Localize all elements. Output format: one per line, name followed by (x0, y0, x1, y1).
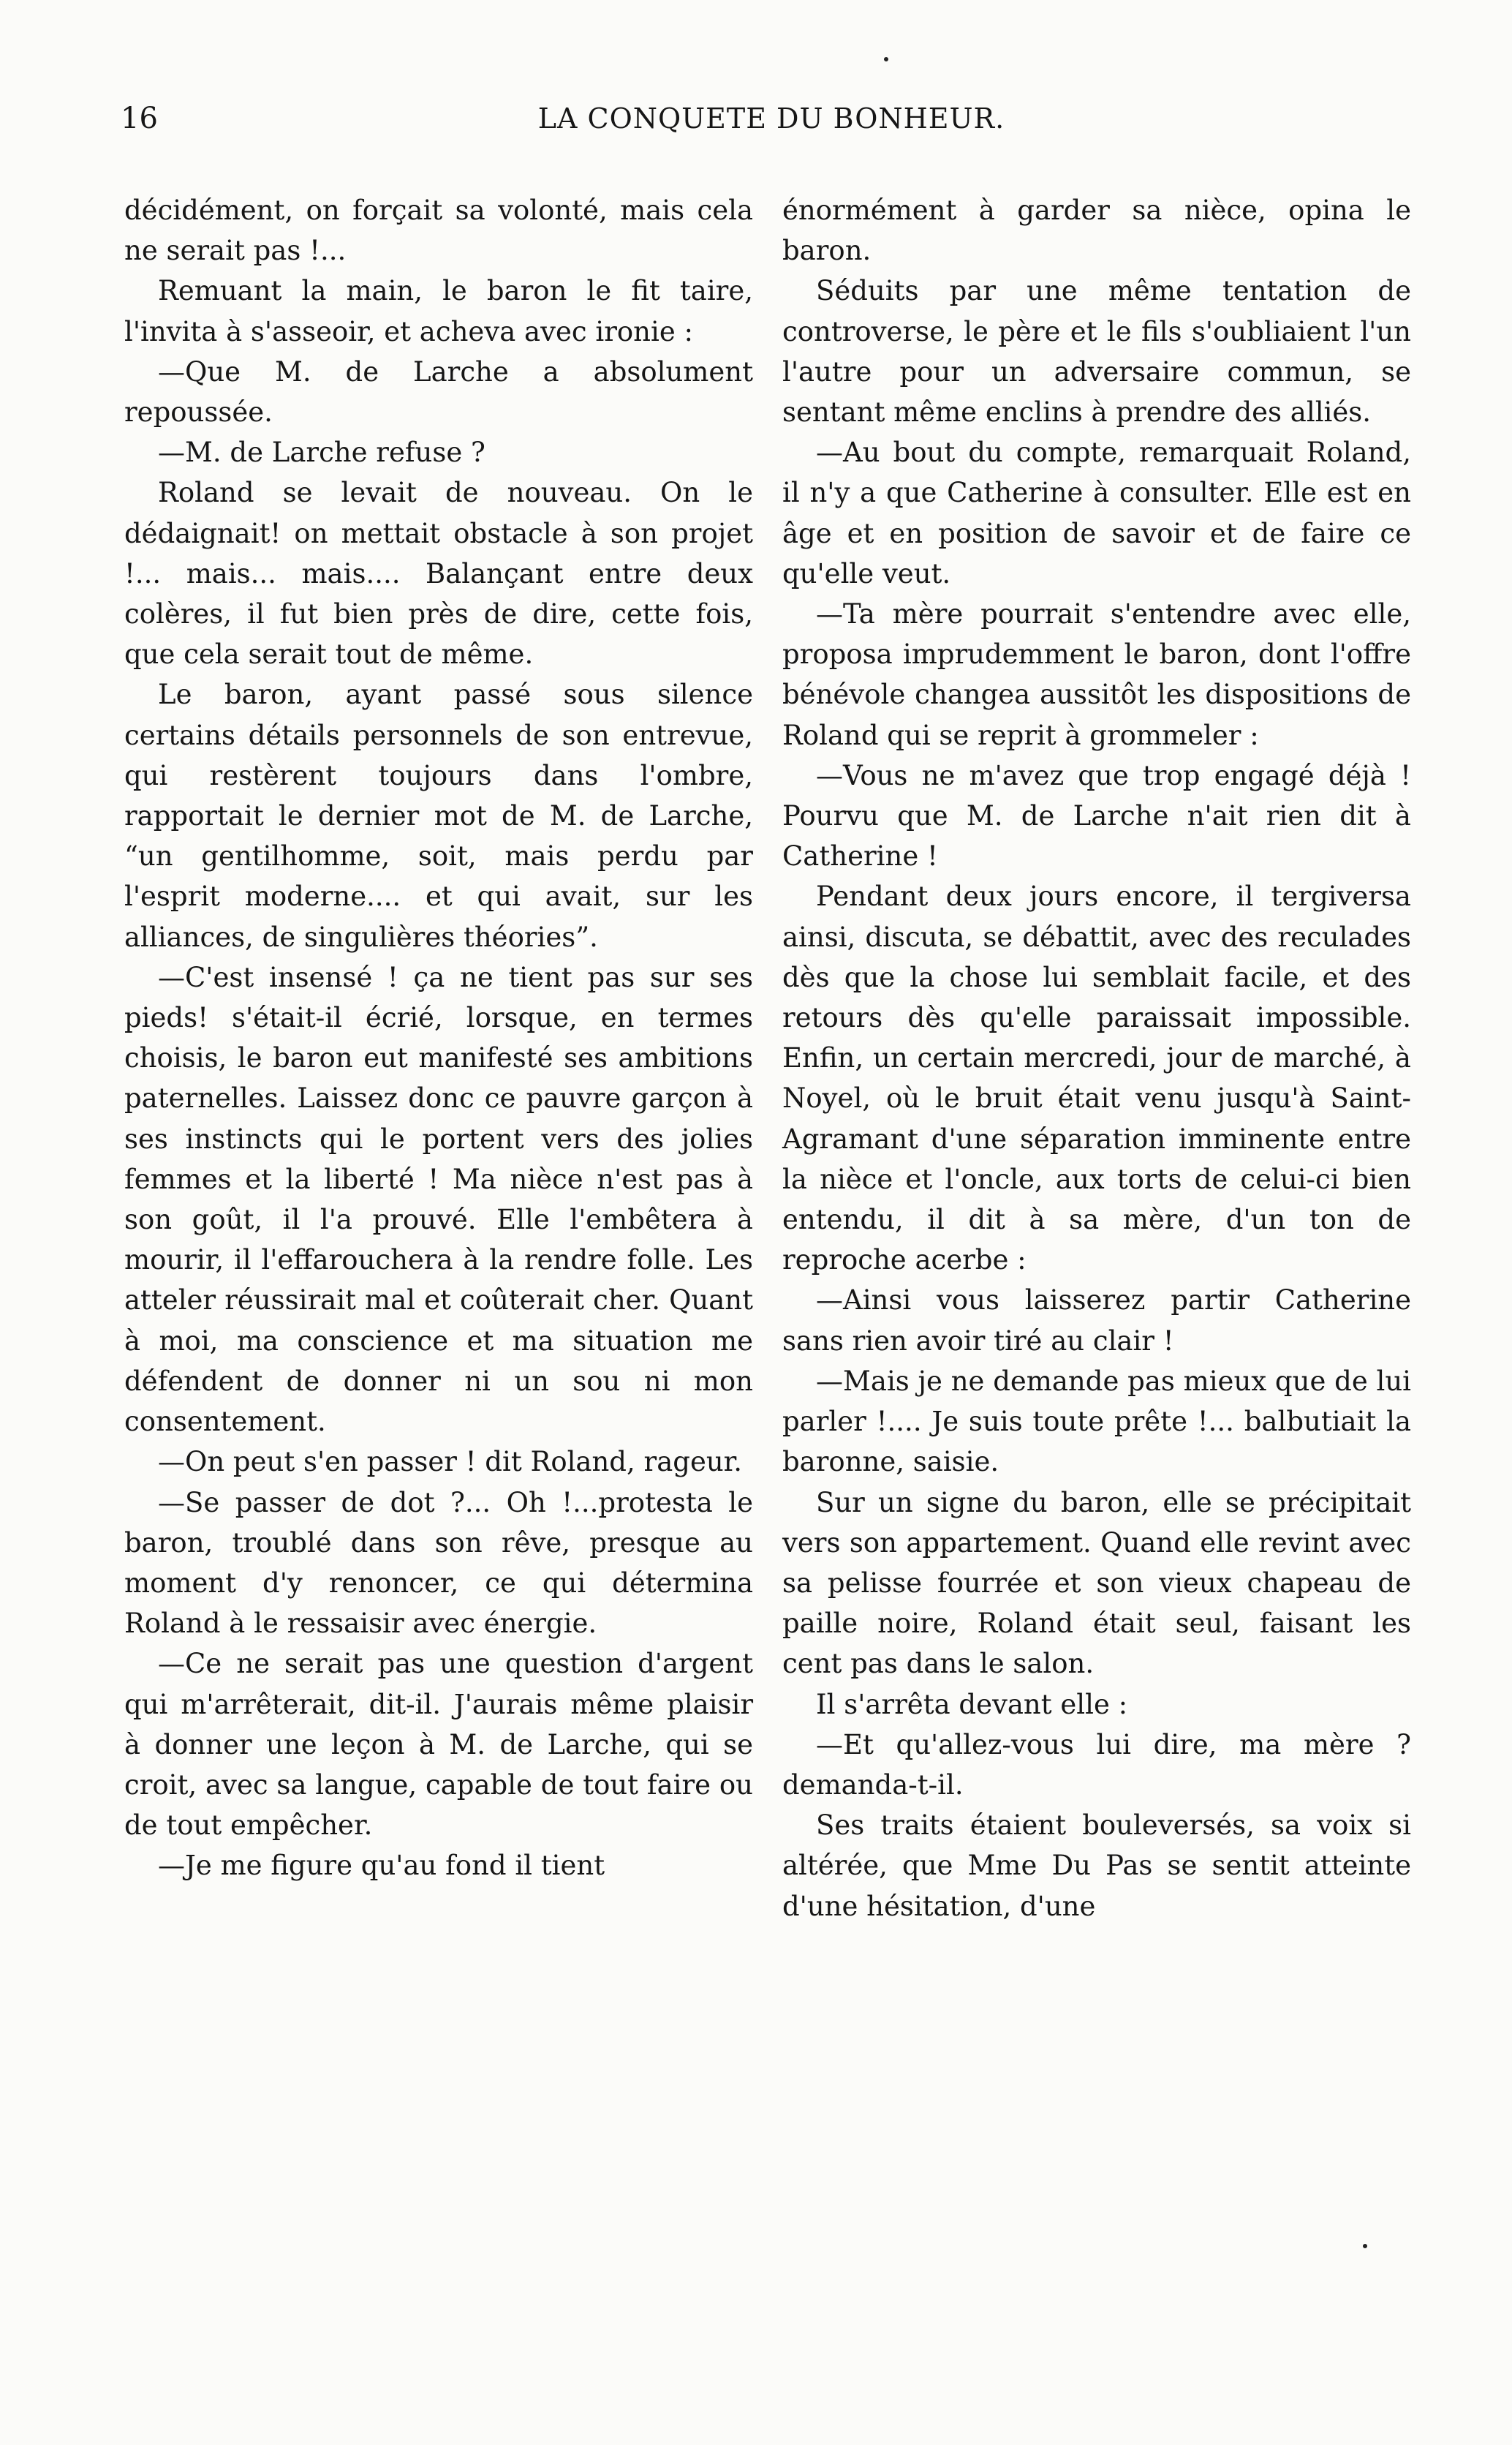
paragraph: —On peut s'en passer ! dit Roland, rageur. (158, 1446, 743, 1478)
paragraph: —C'est insensé ! ça ne tient pas sur ses pieds! s'était-il écrié, lorsque, en termes choisis, le baron eut manifesté ses ambitions paternelles. Laissez donc ce pauvre garçon à ses instincts qui le portent vers des jolies femmes et la liberté ! Ma nièce n'est pas à son goût, il l'a prouvé. Elle l'embêtera à mourir, il l'effarouchera à la rendre folle. Les atteler réussirait mal et coûterait cher. Quant à moi, ma conscience et ma situation me défendent de donner ni un sou ni mon consentement. (124, 961, 753, 1438)
paragraph: —Je me figure qu'au fond il tient (158, 1850, 605, 1882)
running-title: LA CONQUETE DU BONHEUR. (537, 102, 1005, 135)
print-speck (1363, 2244, 1367, 2248)
paragraph: —Que M. de Larche a absolument repoussée. (124, 355, 753, 429)
paragraph: Pendant deux jours encore, il tergiversa ainsi, discuta, se débattit, avec des reculades dès que la chose lui semblait facile, et des retours dès qu'elle paraissait impossible. Enfin, un certain mercredi, jour de marché, à Noyel, où le bruit était venu jusqu'à Saint-Agramant d'une séparation imminente entre la nièce et l'oncle, aux torts de celui-ci bien entendu, il dit à sa mère, d'un ton de reproche acerbe : (782, 881, 1411, 1276)
paragraph: —Se passer de dot ?... Oh !...protesta le baron, troublé dans son rêve, presque au moment d'y renoncer, ce qui détermina Roland à le ressaisir avec énergie. (124, 1486, 753, 1640)
page-header (121, 97, 1393, 140)
paragraph: Remuant la main, le baron le fit taire, l'invita à s'asseoir, et acheva avec ironie : (124, 275, 753, 347)
print-speck (884, 57, 888, 61)
right-column (782, 190, 1411, 1926)
paragraph: Roland se levait de nouveau. On le dédaignait! on mettait obstacle à son projet !... mais... mais.... Balançant entre deux colères, il fut bien près de dire, cette fois, que cela serait tout de même. (124, 477, 753, 671)
paragraph: —Mais je ne demande pas mieux que de lui parler !.... Je suis toute prête !... balbutiait la baronne, saisie. (782, 1365, 1411, 1478)
paragraph: décidément, on forçait sa volonté, mais cela ne serait pas !... (124, 195, 753, 267)
paragraph: —M. de Larche refuse ? (158, 437, 485, 469)
paragraph: —Et qu'allez-vous lui dire, ma mère ? demanda-t-il. (782, 1728, 1411, 1801)
paragraph: —Au bout du compte, remarquait Roland, il n'y a que Catherine à consulter. Elle est en âge et en position de savoir et de faire ce qu'elle veut. (782, 437, 1411, 589)
paragraph: Séduits par une même tentation de controverse, le père et le fils s'oubliaient l'un l'autre pour un adversaire commun, se sentant même enclins à prendre des alliés. (782, 275, 1411, 429)
paragraph: —Vous ne m'avez que trop engagé déjà ! Pourvu que M. de Larche n'ait rien dit à Catherine ! (782, 759, 1411, 873)
paragraph: Ses traits étaient bouleversés, sa voix si altérée, que Mme Du Pas se sentit atteinte d'une hésitation, d'une (782, 1809, 1411, 1922)
paragraph: énormément à garder sa nièce, opina le baron. (782, 195, 1411, 267)
left-column (124, 190, 753, 1886)
page-number: 16 (121, 102, 158, 135)
paragraph: Sur un signe du baron, elle se précipitait vers son appartement. Quand elle revint avec sa pelisse fourrée et son vieux chapeau de paille noire, Roland était seul, faisant les cent pas dans le salon. (782, 1486, 1411, 1680)
paragraph: —Ainsi vous laisserez partir Catherine sans rien avoir tiré au clair ! (782, 1284, 1411, 1357)
paragraph: Le baron, ayant passé sous silence certains détails personnels de son entrevue, qui restèrent toujours dans l'ombre, rapportait le dernier mot de M. de Larche, “un gentilhomme, soit, mais perdu par l'esprit moderne.... et qui avait, sur les alliances, de singulières théories”. (124, 679, 753, 953)
paragraph: —Ce ne serait pas une question d'argent qui m'arrêterait, dit-il. J'aurais même plaisir à donner une leçon à M. de Larche, qui se croit, avec sa langue, capable de tout faire ou de tout empêcher. (124, 1648, 753, 1842)
paragraph: Il s'arrêta devant elle : (816, 1688, 1128, 1720)
paragraph: —Ta mère pourrait s'entendre avec elle, proposa imprudemment le baron, dont l'offre bénévole changea aussitôt les dispositions de Roland qui se reprit à grommeler : (782, 598, 1411, 751)
